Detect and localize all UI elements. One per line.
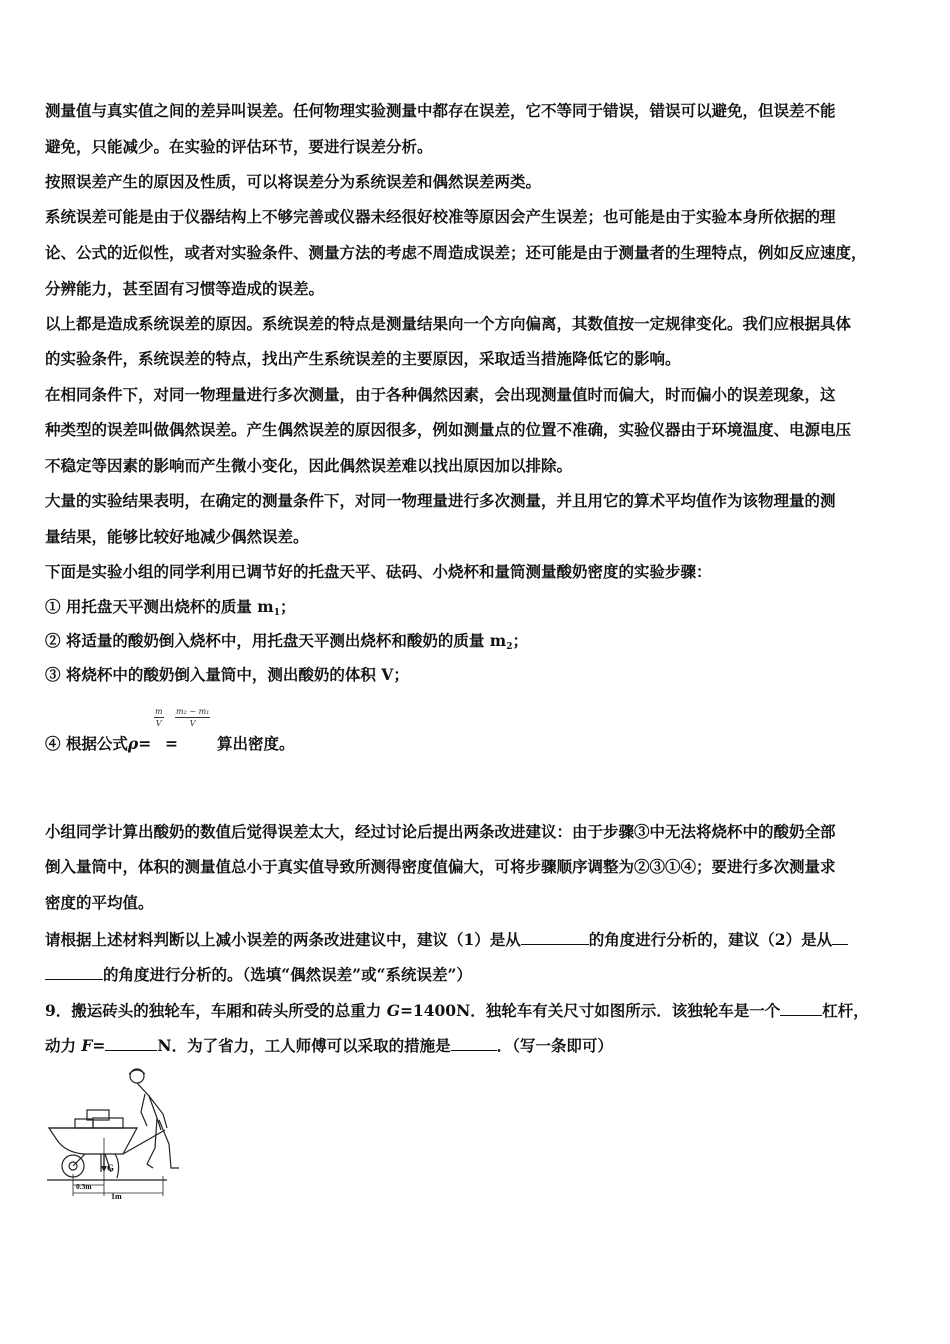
paragraph-line: 大量的实验结果表明，在确定的测量条件下，对同一物理量进行多次测量，并且用它的算术平均值作为该物理量的测	[45, 491, 836, 510]
wheelbarrow-figure	[45, 1068, 195, 1203]
formula-label: ④ 根据公式	[45, 734, 128, 753]
gravity-label: G	[107, 1163, 115, 1173]
lever-type-blank[interactable]	[780, 999, 822, 1016]
paragraph-line: 以上都是造成系统误差的原因。系统误差的特点是测量结果向一个方向偏离，其数值按一定规律变化。我们应根据具体	[45, 314, 852, 333]
question-9-line-2: 动力 F= N．为了省力，工人师傅可以采取的措施是 ．（写一条即可）	[45, 1036, 613, 1055]
answer-blank-2-start[interactable]	[832, 928, 848, 945]
step-3: ③ 将烧杯中的酸奶倒入量筒中，测出酸奶的体积 V；	[45, 665, 409, 684]
paragraph-line: 论、公式的近似性，或者对实验条件、测量方法的考虑不周造成误差；还可能是由于测量者的生理特点，例如反应速度，	[45, 243, 867, 262]
question-9-line-1: 9．搬运砖头的独轮车，车厢和砖头所受的总重力 G=1400N．独轮车有关尺寸如图所示．该独轮车是一个 杠杆，	[45, 1001, 869, 1020]
paragraph-line: 在相同条件下，对同一物理量进行多次测量，由于各种偶然因素，会出现测量值时而偏大，时而偏小的误差现象，这	[45, 385, 836, 404]
barrow-tray	[49, 1128, 137, 1154]
paragraph-line: 量结果，能够比较好地减少偶然误差。	[45, 527, 309, 546]
formula-step-4	[45, 705, 445, 755]
paragraph-line: 的实验条件，系统误差的特点，找出产生系统误差的主要原因，采取适当措施降低它的影响。	[45, 349, 681, 368]
question-8-line-1: 请根据上述材料判断以上减小误差的两条改进建议中，建议（1）是从 的角度进行分析的，建议（2）是从	[45, 928, 907, 950]
discussion-line: 密度的平均值。	[45, 893, 154, 912]
equals-sign: =	[165, 734, 178, 753]
long-distance-label: 1m	[111, 1192, 122, 1201]
wheelbarrow-diagram	[45, 1068, 195, 1203]
discussion-line: 小组同学计算出酸奶的数值后觉得误差太大，经过讨论后提出两条改进建议：由于步骤③中无法将烧杯中的酸奶全部	[45, 822, 836, 841]
answer-blank-1[interactable]	[521, 928, 589, 945]
rho-symbol: ρ=	[127, 734, 152, 753]
fraction-mass-difference: $\frac{\text{m₂ − m₁}}{V}$	[176, 707, 210, 728]
subscript: 2	[506, 642, 513, 652]
short-distance-label: 0.3m	[76, 1182, 92, 1191]
paragraph-line: 不稳定等因素的影响而产生微小变化，因此偶然误差难以找出原因加以排除。	[45, 456, 573, 475]
paragraph-line: 系统误差可能是由于仪器结构上不够完善或仪器未经很好校准等原因会产生误差；也可能是由于实验本身所依据的理	[45, 207, 836, 226]
discussion-line: 倒入量筒中，体积的测量值总小于真实值导致所测得密度值偏大，可将步骤顺序调整为②③①④；要进行多次测量求	[45, 857, 836, 876]
paragraph-line: 分辨能力，甚至固有习惯等造成的误差。	[45, 279, 325, 298]
step-2: ② 将适量的酸奶倒入烧杯中，用托盘天平测出烧杯和酸奶的质量 $m_2$；	[45, 631, 528, 652]
measure-blank[interactable]	[451, 1034, 497, 1051]
formula-tail: 算出密度。	[217, 734, 295, 753]
step-1: ① 用托盘天平测出烧杯的质量 $m_1$；	[45, 597, 296, 618]
paragraph-line: 下面是实验小组的同学利用已调节好的托盘天平、砝码、小烧杯和量筒测量酸奶密度的实验步骤：	[45, 562, 712, 581]
paragraph-line: 测量值与真实值之间的差异叫误差。任何物理实验测量中都存在误差，它不等同于错误，错误可以避免，但误差不能	[45, 101, 836, 120]
paragraph-line: 避免，只能减少。在实验的评估环节，要进行误差分析。	[45, 137, 433, 156]
question-8-line-2: 的角度进行分析的。（选填“偶然误差”或“系统误差”）	[45, 963, 907, 985]
paragraph-line: 种类型的误差叫做偶然误差。产生偶然误差的原因很多，例如测量点的位置不准确，实验仪器由于环境温度、电源电压	[45, 420, 852, 439]
subscript: 1	[273, 608, 280, 618]
paragraph-line: 按照误差产生的原因及性质，可以将误差分为系统误差和偶然误差两类。	[45, 172, 542, 191]
fraction-m-over-v: $\frac{m}{V}$	[155, 707, 163, 728]
force-blank[interactable]	[105, 1034, 157, 1051]
answer-blank-2[interactable]	[45, 963, 103, 980]
